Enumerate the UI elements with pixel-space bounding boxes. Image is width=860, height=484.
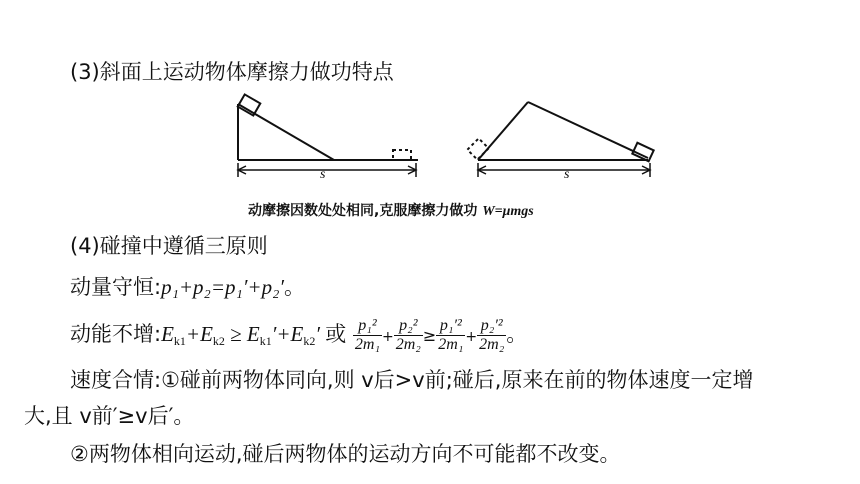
momentum-formula: p₁+p₂=p₁′+p₂′ xyxy=(161,275,284,299)
left-incline-slope xyxy=(238,104,334,160)
energy-formula: $E_{k1}+E_{k2} \ge E_{k1}'+E_{k2}'$ xyxy=(161,322,326,348)
energy-end: 。 xyxy=(506,322,528,346)
fraction-3: $\frac{\text{p₁′²}}{\text{2m₁}}$ xyxy=(438,316,464,353)
fraction-4: $\frac{\text{p₂′²}}{\text{2m₂}}$ xyxy=(479,316,505,353)
left-distance-label: s xyxy=(320,167,326,182)
right-incline-figure xyxy=(467,102,653,177)
caption-formula: W=μmgs xyxy=(482,204,534,219)
left-incline-figure xyxy=(238,94,418,177)
incline-diagrams xyxy=(0,0,860,200)
right-distance-label: s xyxy=(564,167,570,182)
energy-line: 动能不增$:E_{k1}+E_{k2} \ge E_{k1}'+E_{k2}'$ 或 $\frac{\text{p₁²}}{\text{2m₁}}$ + $\frac{\text{p₂²}}{\text{2m₂}}$ ≥ $\frac{\text{p₁′²}}{\text{2m₁}}$ + $\frac{\text{p₂′²}}{\text{2m₂}}$ 。 xyxy=(70,316,528,353)
energy-label: 动能不增: xyxy=(70,322,162,346)
velocity-line-2: 大,且 v前′≥v后′。 xyxy=(24,404,195,428)
velocity-text-1: ①碰前两物体同向,则 v后>v前;碰后,原来在前的物体速度一定增 xyxy=(161,368,754,392)
section-heading-4: (4)碰撞中遵循三原则 xyxy=(70,234,268,258)
right-incline-top xyxy=(528,102,648,158)
momentum-line xyxy=(70,273,305,301)
left-dashed-block xyxy=(393,150,411,160)
figure-caption xyxy=(248,200,534,220)
velocity-line-1 xyxy=(70,366,753,394)
velocity-label: 速度合情: xyxy=(70,368,162,392)
velocity-line-3: ②两物体相向运动,碰后两物体的运动方向不可能都不改变。 xyxy=(70,442,621,466)
momentum-label: 动量守恒: xyxy=(70,275,162,299)
right-incline-up xyxy=(478,102,528,160)
fraction-1: $\frac{\text{p₁²}}{\text{2m₁}}$ xyxy=(354,316,381,353)
section-heading-3: (3)斜面上运动物体摩擦力做功特点 xyxy=(70,60,394,84)
right-dashed-block xyxy=(467,138,488,159)
momentum-end: 。 xyxy=(283,275,305,299)
caption-text: 动摩擦因数处处相同,克服摩擦力做功 xyxy=(248,203,483,219)
energy-or: 或 xyxy=(325,322,347,346)
fraction-2: $\frac{\text{p₂²}}{\text{2m₂}}$ xyxy=(395,316,421,353)
